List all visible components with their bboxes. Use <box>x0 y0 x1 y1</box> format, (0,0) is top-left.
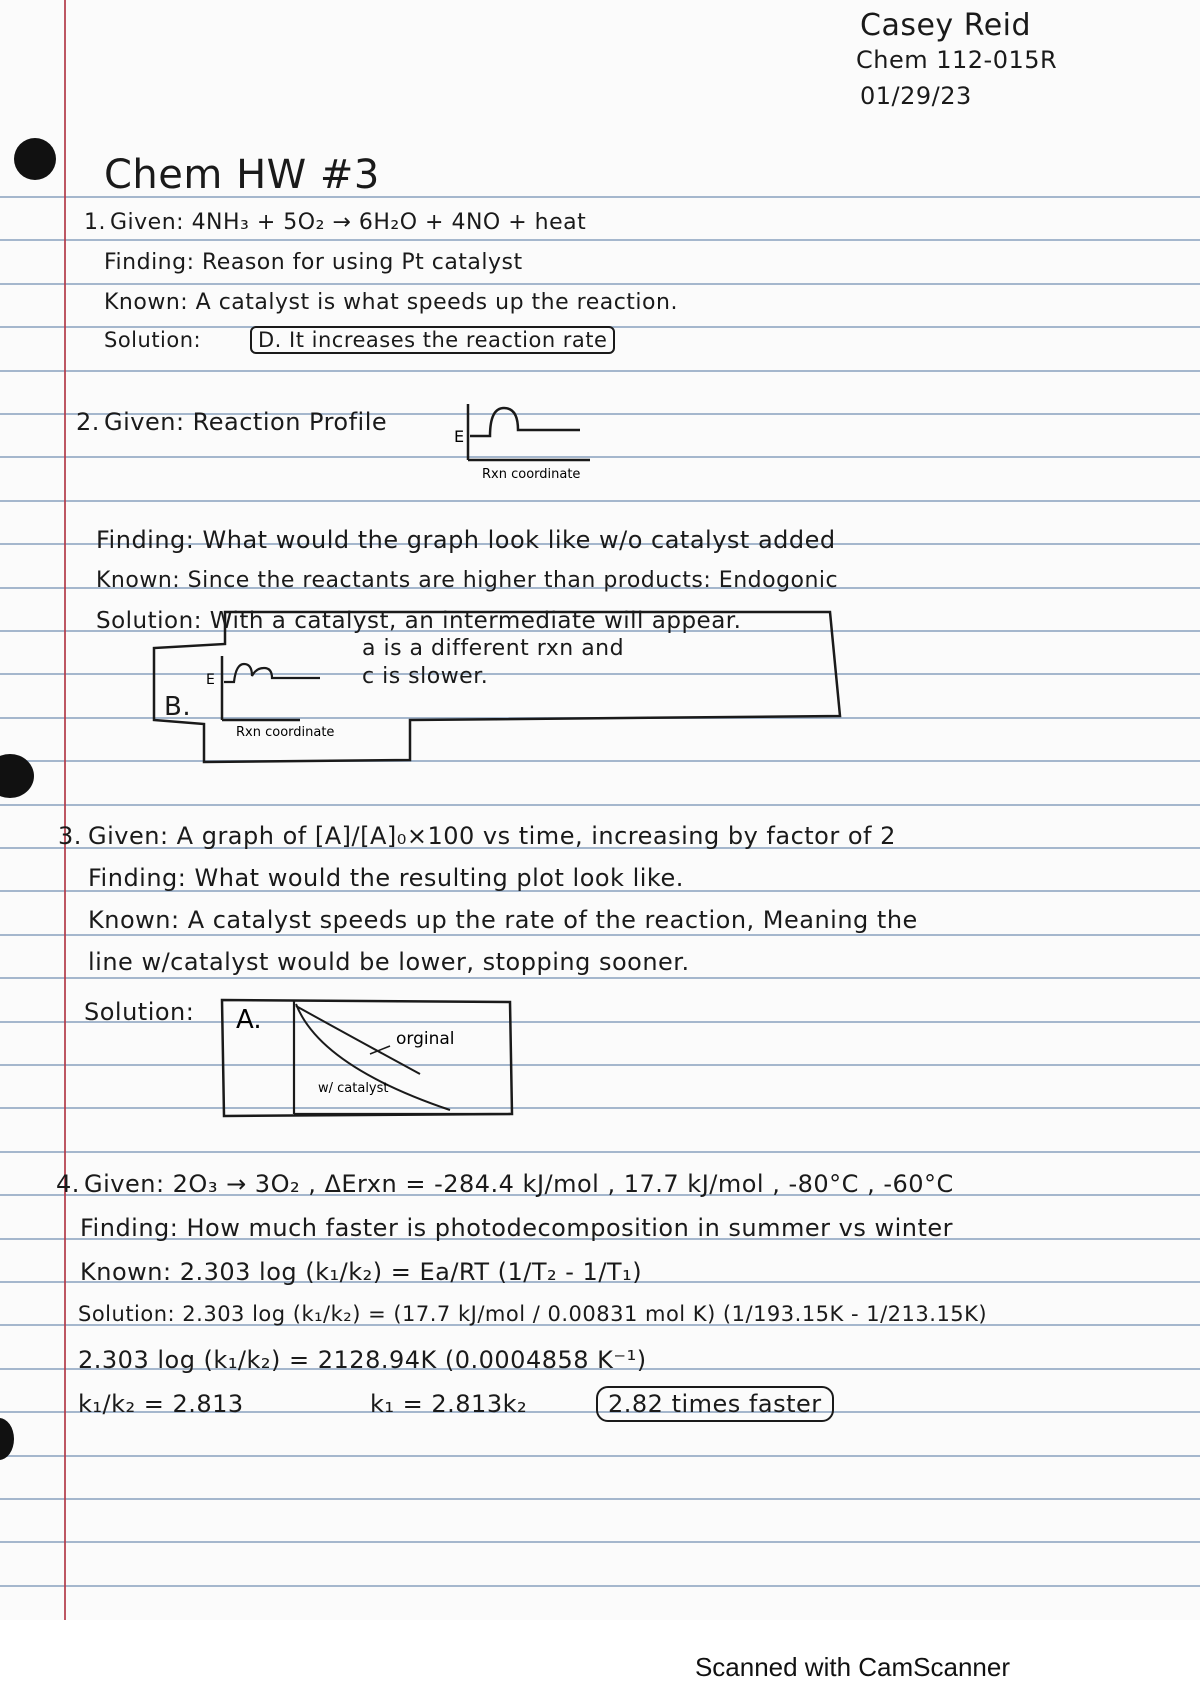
ruled-line <box>0 1455 1200 1457</box>
problem-4-step-2: 2.303 log (k₁/k₂) = 2128.94K (0.0004858 K⁻¹) <box>78 1346 647 1374</box>
ruled-line <box>0 370 1200 372</box>
ruled-line <box>0 934 1200 936</box>
problem-4-solution: Solution: 2.303 log (k₁/k₂) = (17.7 kJ/mol / 0.00831 mol K) (1/193.15K - 1/213.15K) <box>78 1302 988 1326</box>
problem-4-number: 4. <box>56 1170 80 1198</box>
ruled-line <box>0 977 1200 979</box>
problem-4-k-relation: k₁ = 2.813k₂ <box>370 1390 528 1418</box>
scanner-watermark: Scanned with CamScanner <box>694 1652 1010 1682</box>
problem-3-number: 3. <box>58 822 82 850</box>
problem-1-solution-label: Solution: <box>104 328 202 352</box>
ruled-line <box>0 1151 1200 1153</box>
problem-4-ratio: k₁/k₂ = 2.813 <box>78 1390 244 1418</box>
problem-3-known-cont: line w/catalyst would be lower, stopping sooner. <box>88 948 690 976</box>
ruled-line <box>0 283 1200 285</box>
curve-1-label: orginal <box>396 1029 455 1049</box>
page-title: Chem HW #3 <box>104 152 380 198</box>
problem-1-number: 1. <box>84 210 106 235</box>
problem-2-known: Known: Since the reactants are higher than products: Endogonic <box>96 568 839 593</box>
choice-b-y-label: E <box>206 672 215 688</box>
problem-2-choice: B. <box>164 692 192 722</box>
course-code: Chem 112-015R <box>856 46 1058 74</box>
binder-hole <box>14 138 56 180</box>
date: 01/29/23 <box>860 82 972 110</box>
problem-2-solution: Solution: With a catalyst, an intermediate will appear. <box>96 608 742 634</box>
problem-2-note-1: a is a different rxn and <box>362 636 625 661</box>
sketch-x-label: Rxn coordinate <box>482 467 581 480</box>
problem-1-given: Given: 4NH₃ + 5O₂ → 6H₂O + 4NO + heat <box>110 210 587 235</box>
ruled-line <box>0 1541 1200 1543</box>
ruled-line <box>0 1498 1200 1500</box>
problem-3-given: Given: A graph of [A]/[A]₀×100 vs time, increasing by factor of 2 <box>88 822 896 850</box>
problem-4-answer: 2.82 times faster <box>596 1386 834 1422</box>
reaction-profile-sketch <box>440 396 590 480</box>
ruled-line <box>0 500 1200 502</box>
problem-3-known: Known: A catalyst speeds up the rate of the reaction, Meaning the <box>88 906 918 934</box>
problem-1-answer: D. It increases the reaction rate <box>250 326 615 354</box>
problem-1-known: Known: A catalyst is what speeds up the reaction. <box>104 290 678 315</box>
ruled-line <box>0 239 1200 241</box>
binder-hole <box>0 1418 14 1460</box>
choice-b-x-label: Rxn coordinate <box>236 725 335 738</box>
problem-1-finding: Finding: Reason for using Pt catalyst <box>104 250 523 275</box>
problem-3-choice: A. <box>236 1005 262 1035</box>
ruled-line <box>0 456 1200 458</box>
problem-4-known: Known: 2.303 log (k₁/k₂) = Ea/RT (1/T₂ - 1/T₁) <box>80 1258 643 1286</box>
problem-3-finding: Finding: What would the resulting plot look like. <box>88 864 684 892</box>
problem-2-given: Given: Reaction Profile <box>104 408 388 436</box>
problem-3-solution-label: Solution: <box>84 998 195 1026</box>
ruled-line <box>0 1064 1200 1066</box>
margin-line <box>64 0 66 1620</box>
ruled-line <box>0 1585 1200 1587</box>
sketch-y-label: E <box>454 427 465 446</box>
ruled-line <box>0 804 1200 806</box>
concentration-plot-sketch <box>220 996 520 1122</box>
student-name: Casey Reid <box>860 8 1032 43</box>
problem-2-finding: Finding: What would the graph look like w/o catalyst added <box>96 526 836 554</box>
problem-2-note-2: c is slower. <box>362 664 489 689</box>
choice-b-sketch <box>200 648 340 738</box>
problem-4-given: Given: 2O₃ → 3O₂ , ΔErxn = -284.4 kJ/mol , 17.7 kJ/mol , -80°C , -60°C <box>84 1170 954 1198</box>
curve-2-label: w/ catalyst <box>318 1081 389 1096</box>
ruled-line <box>0 1107 1200 1109</box>
problem-4-finding: Finding: How much faster is photodecomposition in summer vs winter <box>80 1214 954 1242</box>
problem-2-number: 2. <box>76 408 100 436</box>
